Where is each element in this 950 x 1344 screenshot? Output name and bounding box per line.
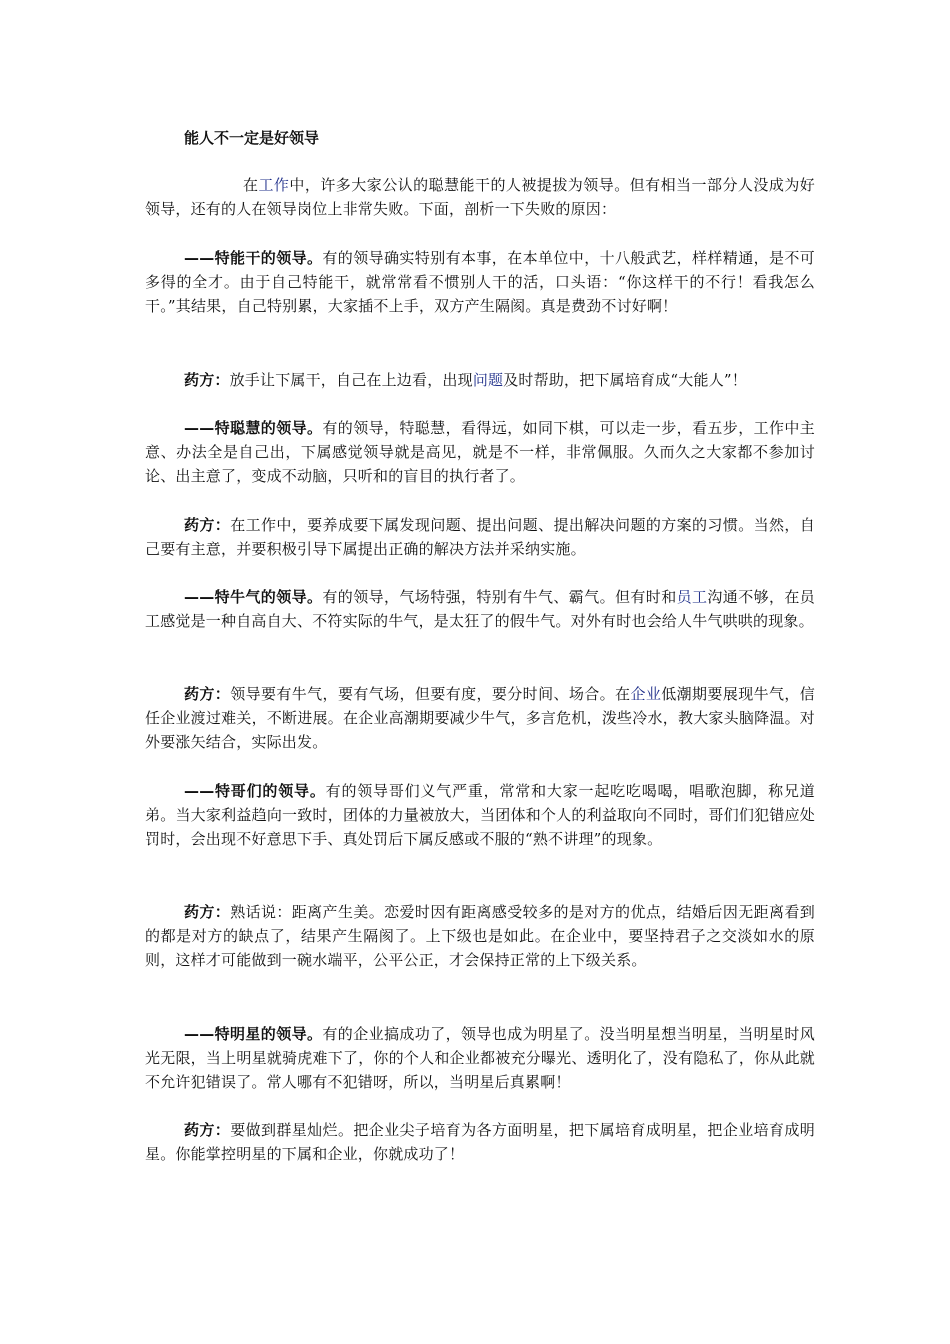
section-text: 有的领导确实特别有本事，在本单位中，十八般武艺，样样精通，是不可多得的全才。由于自己特能干，就常常看不惯别人干的活，口头语：“你这样干的不行！看我怎么干。”其结果，自己特别累，大家插不上手，双方产生隔阂。真是费劲不讨好啊！ (145, 249, 815, 315)
remedy-arrogant-leader (145, 682, 815, 754)
intro-paragraph (145, 173, 815, 221)
intro-text: 中，许多大家公认的聪慧能干的人被提拔为领导。但有相当一部分人没成为好领导，还有的人在领导岗位上非常失败。下面，剖析一下失败的原因： (145, 176, 815, 218)
problem-link[interactable]: 问题 (472, 371, 504, 389)
section-heading: ——特明星的领导。 (184, 1025, 323, 1043)
remedy-text: 要做到群星灿烂。把企业尖子培育为各方面明星，把下属培育成明星，把企业培育成明星。你能掌控明星的下属和企业，你就成功了！ (145, 1121, 815, 1163)
section-text: 有的企业搞成功了，领导也成为明星了。没当明星想当明星，当明星时风光无限，当上明星就骑虎难下了，你的个人和企业都被充分曝光、透明化了，没有隐私了，你从此就不允许犯错误了。常人哪有不犯错呀，所以，当明星后真累啊！ (145, 1025, 815, 1091)
section-heading: ——特聪慧的领导。 (184, 419, 323, 437)
section-heading: ——特哥们的领导。 (184, 782, 326, 800)
section-smart-leader (145, 416, 815, 488)
section-arrogant-leader (145, 585, 815, 633)
section-text: 有的领导哥们义气严重，常常和大家一起吃吃喝喝，唱歌泡脚，称兄道弟。当大家利益趋向一致时，团体的力量被放大，当团体和个人的利益取向不同时，哥们们犯错应处罚时，会出现不好意思下手、真处罚后下属反感或不服的“熟不讲理”的现象。 (145, 782, 815, 848)
page-title: 能人不一定是好领导 (184, 129, 320, 147)
remedy-text: 在工作中，要养成要下属发现问题、提出问题、提出解决问题的方案的习惯。当然，自己要有主意，并要积极引导下属提出正确的解决方法并采纳实施。 (145, 516, 815, 558)
remedy-label: 药方： (184, 685, 231, 703)
section-capable-leader (145, 246, 815, 318)
remedy-text: 及时帮助，把下属培育成“大能人”！ (503, 371, 747, 389)
remedy-text: 熟话说：距离产生美。恋爱时因有距离感受较多的是对方的优点，结婚后因无距离看到的都是对方的缺点了，结果产生隔阂了。上下级也是如此。在企业中，要坚持君子之交淡如水的原则，这样才可能做到一碗水端平，公平公正，才会保持正常的上下级关系。 (145, 903, 815, 969)
work-link[interactable]: 工作 (258, 176, 290, 194)
enterprise-link[interactable]: 企业 (630, 685, 662, 703)
section-heading: ——特牛气的领导。 (184, 588, 323, 606)
section-text: 有的领导，气场特强，特别有牛气、霸气。但有时和 (322, 588, 677, 606)
remedy-capable-leader (145, 368, 815, 392)
employee-link[interactable]: 员工 (676, 588, 708, 606)
section-heading: ——特能干的领导。 (184, 249, 323, 267)
section-text: 沟通不够，在员工感觉是一种自高自大、不符实际的牛气，是太狂了的假牛气。对外有时也会给人牛气哄哄的现象。 (145, 588, 816, 630)
remedy-label: 药方： (184, 371, 230, 389)
remedy-label: 药方： (184, 903, 231, 921)
section-text: 有的领导，特聪慧，看得远，如同下棋，可以走一步，看五步，工作中主意、办法全是自己出，下属感觉领导就是高见，就是不一样，非常佩服。久而久之大家都不参加讨论、出主意了，变成不动脑，只听和的盲目的执行者了。 (145, 419, 815, 485)
intro-text: 在 (243, 176, 259, 194)
section-star-leader (145, 1022, 815, 1094)
remedy-text: 低潮期要展现牛气，信任企业渡过难关，不断进展。在企业高潮期要减少牛气，多言危机，泼些冷水，教大家头脑降温。对外要涨矢结合，实际出发。 (145, 685, 815, 751)
remedy-text: 放手让下属干，自己在上边看，出现 (229, 371, 473, 389)
remedy-text: 领导要有牛气，要有气场，但要有度，要分时间、场合。在 (230, 685, 631, 703)
remedy-smart-leader (145, 513, 815, 561)
remedy-star-leader (145, 1118, 815, 1166)
remedy-buddy-leader (145, 900, 815, 972)
remedy-label: 药方： (184, 1121, 231, 1139)
remedy-label: 药方： (184, 516, 231, 534)
section-buddy-leader (145, 779, 815, 851)
